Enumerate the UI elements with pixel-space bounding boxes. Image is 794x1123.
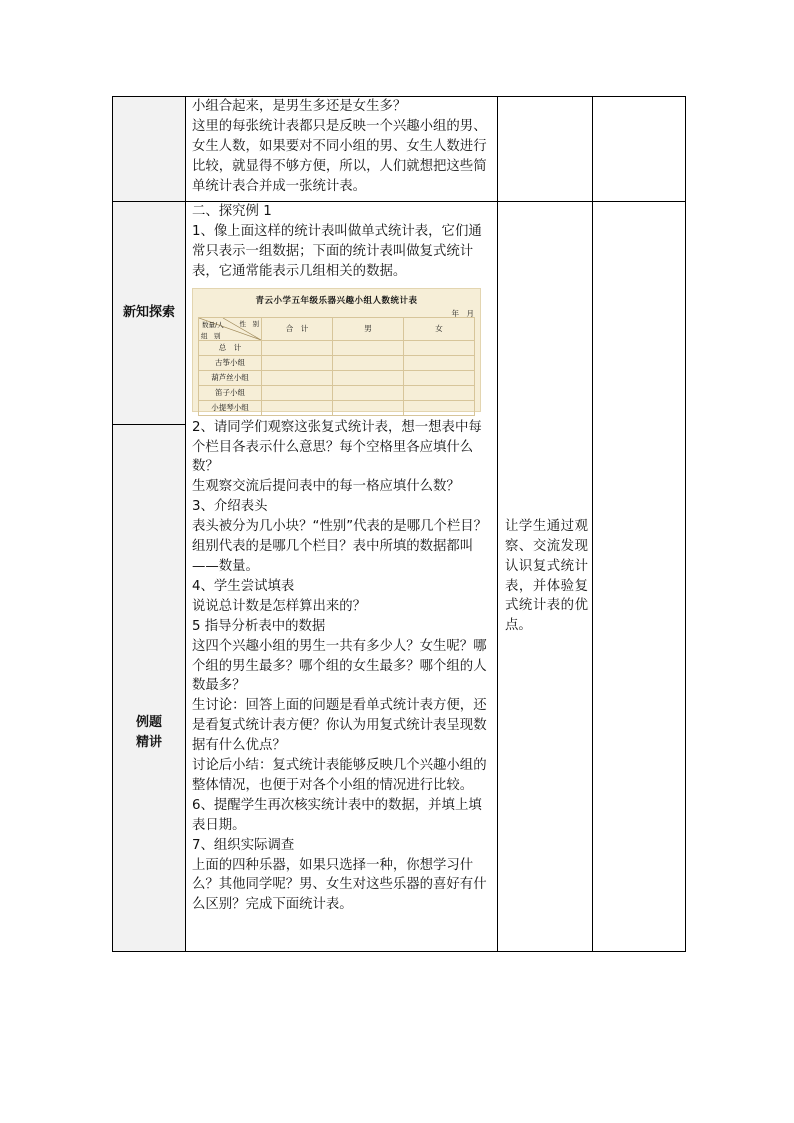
row-header: 总 计 <box>199 340 262 355</box>
content-text <box>186 97 497 197</box>
header-bottom: 组 别 <box>201 331 221 340</box>
row-label-cell <box>113 425 186 952</box>
row-label-cell <box>113 97 186 202</box>
content-cell <box>186 202 498 952</box>
content-text <box>186 418 497 918</box>
figure-table <box>198 317 475 416</box>
paragraph: 表头被分为几小块？“性别”代表的是哪几个栏目？组别代表的是哪几个栏目？表中所填的数据都叫——数量。 <box>192 519 488 574</box>
column-header: 女 <box>404 317 475 340</box>
paragraph: 7、组织实际调查 <box>192 837 295 853</box>
paragraph: 生观察交流后提问表中的每一格应填什么数？ <box>192 479 460 495</box>
column-header: 合 计 <box>262 317 333 340</box>
header-top: 性 别 <box>239 319 259 328</box>
figure-title: 青云小学五年级乐器兴趣小组人数统计表 <box>255 295 418 306</box>
paragraph: 上面的四种乐器，如果只选择一种，你想学习什么？其他同学呢？男、女生对这些乐器的喜好有什么区别？完成下面统计表。 <box>192 857 487 913</box>
paragraph: 5 指导分析表中的数据 <box>192 618 326 634</box>
note-cell <box>593 97 686 202</box>
paragraph: 这四个兴趣小组的男生一共有多少人？女生呢？哪个组的男生最多？哪个组的女生最多？哪个组的人数最多？ <box>192 638 487 694</box>
paragraph: 二、探究例 1 <box>192 204 272 219</box>
figure-date: 年 月 <box>451 308 474 318</box>
goal-text: 让学生通过观察、交流发现认识复式统计表，并体验复式统计表的优点。 <box>505 518 588 634</box>
section-label: 例题精讲 <box>135 715 162 750</box>
header-diagonal-cell <box>199 317 262 340</box>
row-label-cell <box>113 202 186 425</box>
row-header: 葫芦丝小组 <box>199 370 262 385</box>
content-text <box>186 202 497 282</box>
note-cell <box>593 202 686 952</box>
row-header: 小提琴小组 <box>199 400 262 415</box>
paragraph: 这里的每张统计表都只是反映一个兴趣小组的男、女生人数，如果要对不同小组的男、女生人数进行比较，就显得不够方便，所以，人们就想把这些简单统计表合并成一张统计表。 <box>192 118 487 194</box>
paragraph: 3、介绍表头 <box>192 499 268 515</box>
figure-wrap <box>186 282 497 418</box>
goal-cell <box>498 97 593 202</box>
header-mid: 数量/人 <box>202 320 224 329</box>
content-cell <box>186 97 498 202</box>
paragraph: 4、学生尝试填表 <box>192 578 295 594</box>
paragraph: 6、提醒学生再次核实统计表中的数据，并填上填表日期。 <box>192 797 482 833</box>
goal-cell <box>498 202 593 952</box>
row-header: 古筝小组 <box>199 355 262 370</box>
paragraph: 小组合起来，是男生多还是女生多？ <box>192 99 407 114</box>
paragraph: 2、请同学们观察这张复式统计表，想一想表中每个栏目各表示什么意思？每个空格里各应填什么数？ <box>192 419 482 475</box>
paragraph: 讨论后小结：复式统计表能够反映几个兴趣小组的整体情况，也便于对各个小组的情况进行比较。 <box>192 758 487 793</box>
paragraph: 生讨论：回答上面的问题是看单式统计表方便，还是看复式统计表方便？你认为用复式统计表呈现数据有什么优点？ <box>192 698 487 754</box>
lesson-plan-table <box>112 96 686 952</box>
paragraph: 说说总计数是怎样算出来的？ <box>192 598 367 614</box>
row-header: 笛子小组 <box>199 385 262 400</box>
column-header: 男 <box>333 317 404 340</box>
section-label: 新知探索 <box>122 305 175 320</box>
statistics-table-image <box>192 288 481 412</box>
paragraph: 1、像上面这样的统计表叫做单式统计表，它们通常只表示一组数据；下面的统计表叫做复式统计表，它通常能表示几组相关的数据。 <box>192 223 482 279</box>
